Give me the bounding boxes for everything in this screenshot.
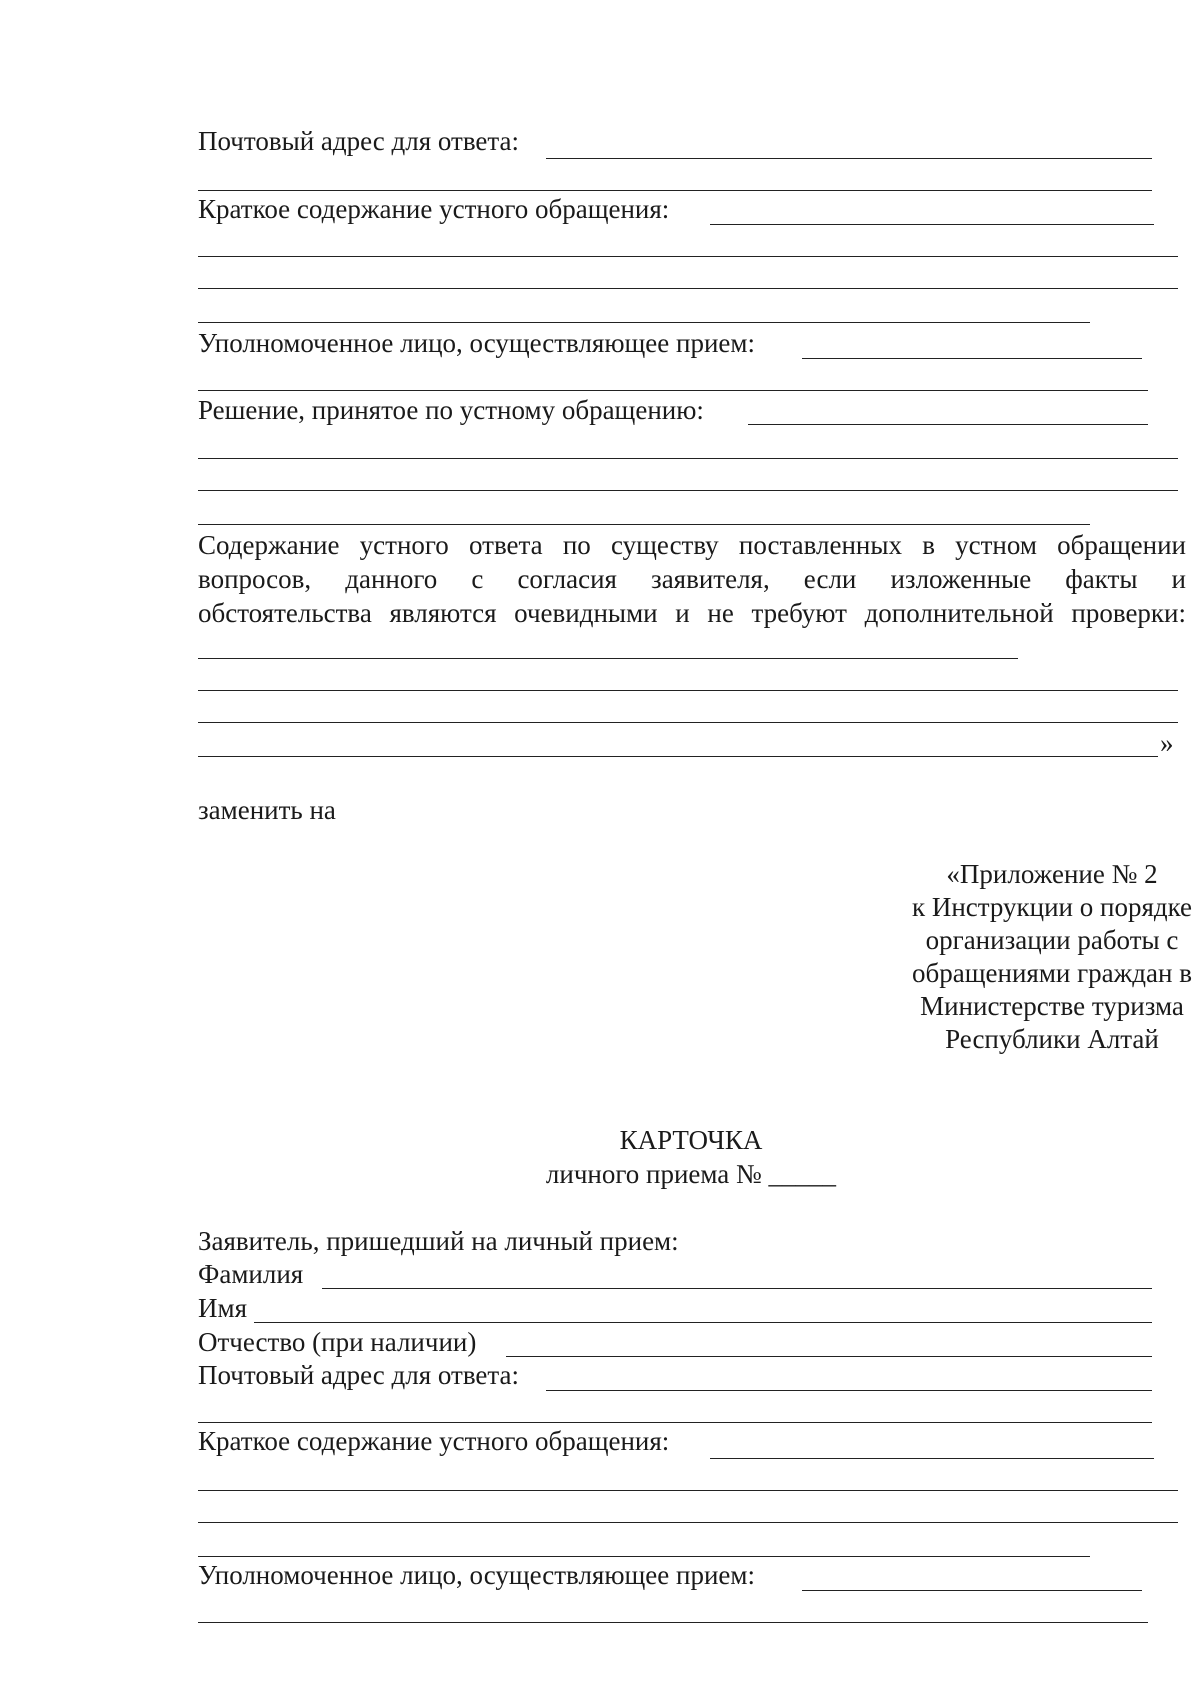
answer-line-4[interactable] [198, 756, 1158, 757]
summary-line-2[interactable] [198, 256, 1178, 257]
summary-line-4[interactable] [198, 322, 1090, 323]
answer-line-1[interactable] [198, 658, 1018, 659]
card-title: КАРТОЧКА [619, 1125, 763, 1155]
summary-label: Краткое содержание устного обращения: [198, 194, 670, 224]
decision-line[interactable] [748, 424, 1148, 425]
surname-line[interactable] [322, 1288, 1152, 1289]
card-postal-address-label: Почтовый адрес для ответа: [198, 1360, 520, 1390]
answer-content-line-1: Содержание устного ответа по существу поставленных в устном обращении [198, 530, 1186, 560]
appendix-line-4: обращениями граждан в [912, 958, 1192, 988]
answer-line-3[interactable] [198, 722, 1178, 723]
card-summary-line-3[interactable] [198, 1522, 1178, 1523]
decision-line-4[interactable] [198, 524, 1090, 525]
answer-line-2[interactable] [198, 690, 1178, 691]
appendix-line-3: организации работы с [925, 925, 1179, 955]
card-summary-line[interactable] [710, 1458, 1154, 1459]
postal-address-line-2[interactable] [198, 190, 1152, 191]
appendix-line-2: к Инструкции о порядке [911, 892, 1193, 922]
name-label: Имя [198, 1293, 248, 1323]
authorized-person-label: Уполномоченное лицо, осуществляющее прием: [198, 328, 755, 358]
card-subtitle: личного приема № _____ [545, 1159, 837, 1189]
applicant-label: Заявитель, пришедший на личный прием: [198, 1226, 679, 1256]
authorized-person-line-2[interactable] [198, 390, 1148, 391]
decision-line-2[interactable] [198, 458, 1178, 459]
card-authorized-person-line-2[interactable] [198, 1622, 1148, 1623]
card-postal-address-line[interactable] [546, 1390, 1152, 1391]
authorized-person-line[interactable] [802, 358, 1142, 359]
appendix-line-6: Республики Алтай [945, 1024, 1159, 1054]
summary-line[interactable] [710, 224, 1154, 225]
postal-address-label: Почтовый адрес для ответа: [198, 126, 520, 156]
card-summary-line-4[interactable] [198, 1556, 1090, 1557]
surname-label: Фамилия [198, 1259, 304, 1289]
answer-content-line-2: вопросов, данного с согласия заявителя, если изложенные факты и [198, 564, 1186, 594]
patronymic-label: Отчество (при наличии) [198, 1327, 477, 1357]
card-postal-address-line-2[interactable] [198, 1422, 1152, 1423]
card-authorized-person-label: Уполномоченное лицо, осуществляющее прием: [198, 1560, 755, 1590]
answer-content-line-3: обстоятельства являются очевидными и не требуют дополнительной проверки: [198, 598, 1186, 628]
name-line[interactable] [254, 1322, 1152, 1323]
appendix-line-5: Министерстве туризма [920, 991, 1184, 1021]
appendix-line-1: «Приложение № 2 [946, 859, 1158, 889]
closing-quote: » [1160, 728, 1174, 758]
patronymic-line[interactable] [506, 1356, 1152, 1357]
decision-line-3[interactable] [198, 490, 1178, 491]
postal-address-line[interactable] [546, 158, 1152, 159]
card-summary-line-2[interactable] [198, 1490, 1178, 1491]
decision-label: Решение, принятое по устному обращению: [198, 395, 704, 425]
summary-line-3[interactable] [198, 288, 1178, 289]
card-authorized-person-line[interactable] [802, 1590, 1142, 1591]
replace-instruction: заменить на [198, 795, 336, 825]
card-summary-label: Краткое содержание устного обращения: [198, 1426, 670, 1456]
